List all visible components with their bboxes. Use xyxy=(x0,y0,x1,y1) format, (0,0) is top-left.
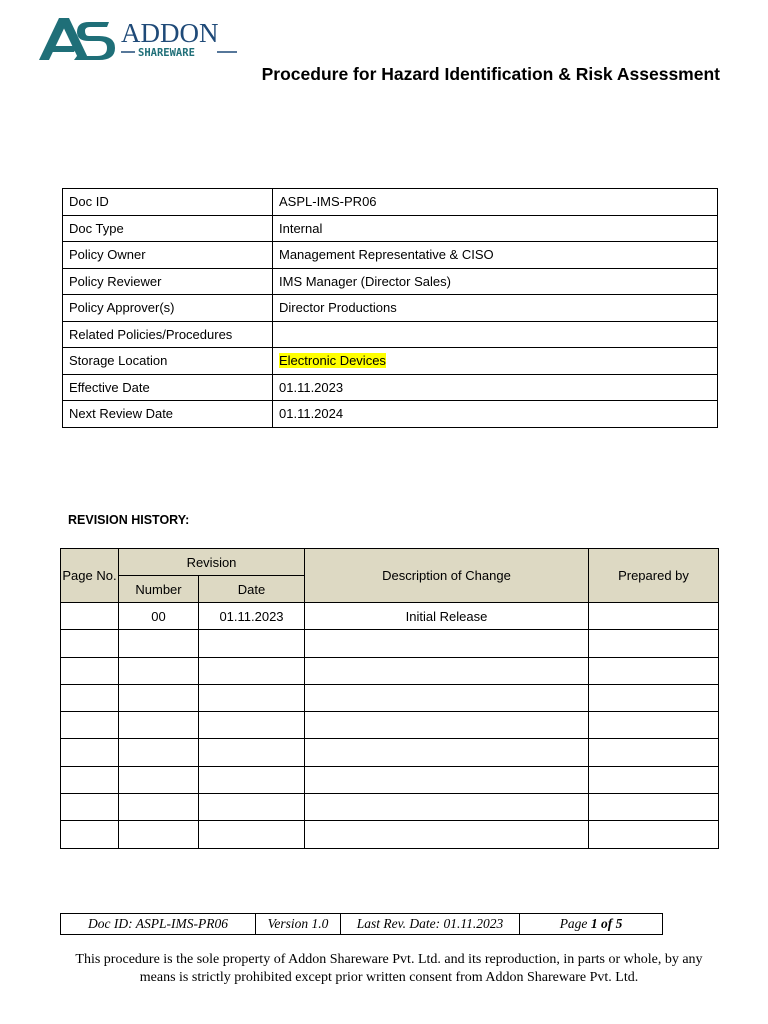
page-total: 5 xyxy=(615,916,623,931)
revision-row xyxy=(61,739,719,766)
revision-cell-page-no xyxy=(61,766,119,793)
info-value xyxy=(273,321,718,348)
info-value: ASPL-IMS-PR06 xyxy=(273,189,718,216)
revision-cell-prepared-by xyxy=(589,712,719,739)
info-value: 01.11.2024 xyxy=(273,401,718,428)
revision-cell-number xyxy=(119,766,199,793)
revision-cell-page-no xyxy=(61,603,119,630)
header-page-no: Page No. xyxy=(61,549,119,603)
header-number: Number xyxy=(119,576,199,603)
info-label: Effective Date xyxy=(63,374,273,401)
revision-cell-date xyxy=(199,821,305,848)
revision-cell-number xyxy=(119,712,199,739)
revision-history-table xyxy=(60,548,719,849)
revision-cell-page-no xyxy=(61,657,119,684)
footer-version: Version 1.0 xyxy=(256,914,341,935)
info-label: Next Review Date xyxy=(63,401,273,428)
info-row xyxy=(63,215,718,242)
header-prepared-by: Prepared by xyxy=(589,549,719,603)
revision-row xyxy=(61,794,719,821)
info-value: 01.11.2023 xyxy=(273,374,718,401)
info-label: Policy Owner xyxy=(63,242,273,269)
header-description: Description of Change xyxy=(305,549,589,603)
page-current: 1 xyxy=(590,916,598,931)
revision-cell-number xyxy=(119,657,199,684)
page-prefix: Page xyxy=(559,916,591,931)
copyright-disclaimer: This procedure is the sole property of Addon Shareware Pvt. Ltd. and its reproduction, in parts or whole, by any means is strictly prohibited except prior written consent from Addon Shareware Pvt. Ltd. xyxy=(75,952,703,985)
revision-cell-description: Initial Release xyxy=(305,603,589,630)
revision-row xyxy=(61,766,719,793)
revision-cell-prepared-by xyxy=(589,739,719,766)
revision-cell-description xyxy=(305,630,589,657)
revision-cell-prepared-by xyxy=(589,657,719,684)
revision-cell-prepared-by xyxy=(589,821,719,848)
revision-cell-description xyxy=(305,766,589,793)
revision-row xyxy=(61,684,719,711)
info-row xyxy=(63,242,718,269)
revision-cell-date: 01.11.2023 xyxy=(199,603,305,630)
info-value: Management Representative & CISO xyxy=(273,242,718,269)
revision-cell-page-no xyxy=(61,630,119,657)
revision-cell-page-no xyxy=(61,821,119,848)
info-row xyxy=(63,189,718,216)
revision-cell-number xyxy=(119,739,199,766)
info-row xyxy=(63,374,718,401)
info-row xyxy=(63,348,718,375)
revision-row xyxy=(61,657,719,684)
revision-row xyxy=(61,603,719,630)
info-row xyxy=(63,401,718,428)
revision-cell-date xyxy=(199,684,305,711)
revision-cell-description xyxy=(305,657,589,684)
footer-doc-id: Doc ID: ASPL-IMS-PR06 xyxy=(61,914,256,935)
revision-cell-description xyxy=(305,684,589,711)
company-logo xyxy=(37,14,242,64)
info-label: Related Policies/Procedures xyxy=(63,321,273,348)
info-label: Doc ID xyxy=(63,189,273,216)
revision-cell-description xyxy=(305,739,589,766)
revision-cell-number: 00 xyxy=(119,603,199,630)
info-value: Director Productions xyxy=(273,295,718,322)
revision-cell-number xyxy=(119,684,199,711)
revision-cell-description xyxy=(305,821,589,848)
revision-cell-prepared-by xyxy=(589,603,719,630)
info-label: Policy Approver(s) xyxy=(63,295,273,322)
info-value: IMS Manager (Director Sales) xyxy=(273,268,718,295)
revision-cell-date xyxy=(199,657,305,684)
header-date: Date xyxy=(199,576,305,603)
footer-last-rev-date: Last Rev. Date: 01.11.2023 xyxy=(341,914,520,935)
info-label: Doc Type xyxy=(63,215,273,242)
info-label: Storage Location xyxy=(63,348,273,375)
page-footer-table xyxy=(60,913,663,935)
revision-cell-date xyxy=(199,766,305,793)
info-row xyxy=(63,295,718,322)
revision-cell-page-no xyxy=(61,712,119,739)
revision-cell-prepared-by xyxy=(589,794,719,821)
revision-cell-prepared-by xyxy=(589,630,719,657)
revision-cell-description xyxy=(305,794,589,821)
revision-cell-prepared-by xyxy=(589,684,719,711)
info-row xyxy=(63,268,718,295)
document-title: Procedure for Hazard Identification & Risk Assessment xyxy=(261,64,720,84)
revision-cell-description xyxy=(305,712,589,739)
info-value xyxy=(273,348,718,375)
revision-row xyxy=(61,712,719,739)
revision-cell-date xyxy=(199,794,305,821)
revision-cell-page-no xyxy=(61,739,119,766)
revision-row xyxy=(61,630,719,657)
highlighted-value: Electronic Devices xyxy=(279,353,386,369)
info-label: Policy Reviewer xyxy=(63,268,273,295)
logo-name: ADDON xyxy=(121,18,219,48)
revision-row xyxy=(61,821,719,848)
revision-cell-number xyxy=(119,630,199,657)
revision-cell-date xyxy=(199,630,305,657)
revision-cell-number xyxy=(119,821,199,848)
revision-cell-date xyxy=(199,712,305,739)
revision-cell-number xyxy=(119,794,199,821)
info-value: Internal xyxy=(273,215,718,242)
revision-cell-prepared-by xyxy=(589,766,719,793)
document-info-table xyxy=(62,188,718,428)
revision-cell-page-no xyxy=(61,794,119,821)
revision-cell-date xyxy=(199,739,305,766)
page-of: of xyxy=(597,916,616,931)
revision-cell-page-no xyxy=(61,684,119,711)
info-row xyxy=(63,321,718,348)
header-revision: Revision xyxy=(119,549,305,576)
logo-subtitle: SHAREWARE xyxy=(138,47,195,59)
revision-history-heading: REVISION HISTORY: xyxy=(68,513,190,527)
footer-page-number xyxy=(520,914,663,935)
